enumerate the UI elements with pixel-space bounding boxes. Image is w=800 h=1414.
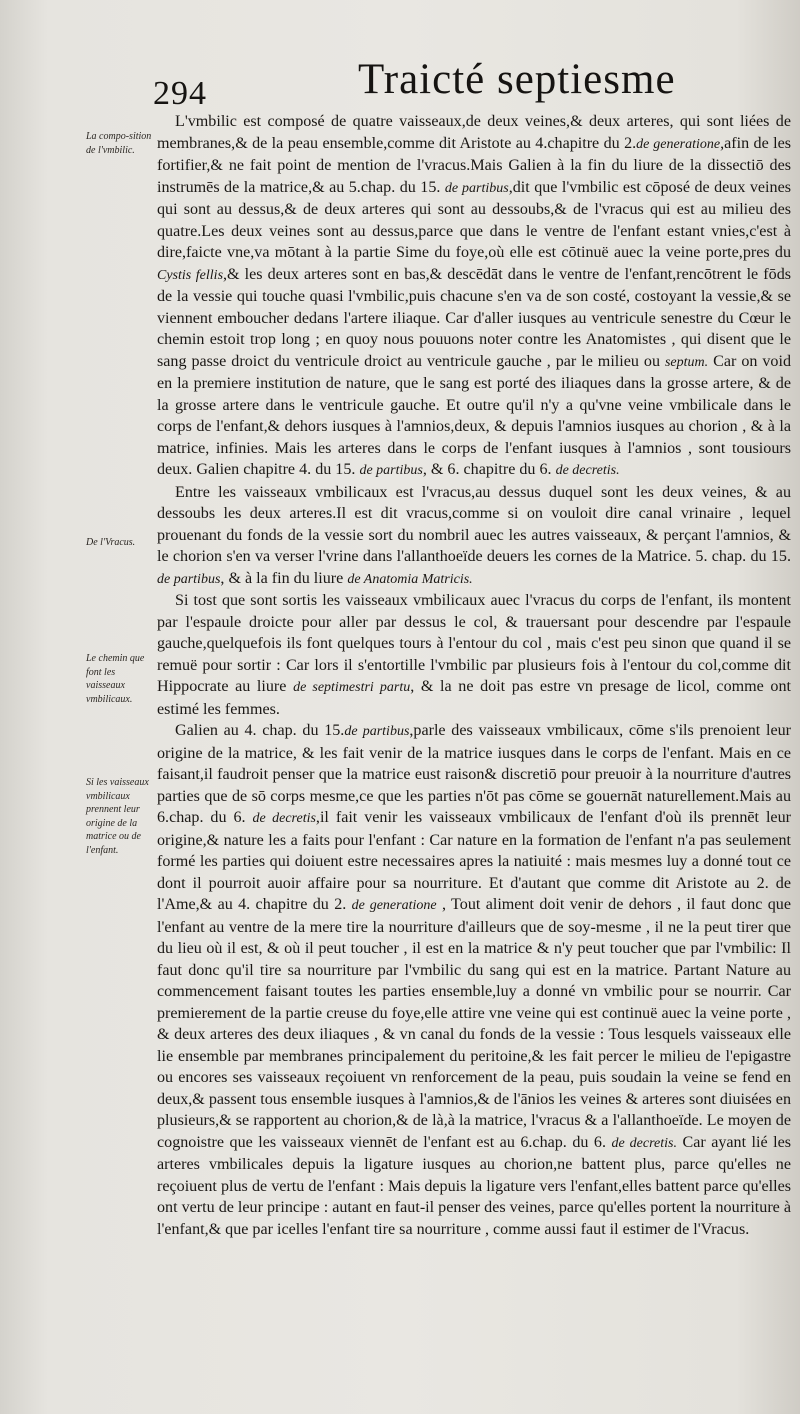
italic-reference: de decretis. [555, 463, 620, 478]
italic-reference: Cystis fellis [157, 267, 224, 283]
margin-note: Si les vaisseaux vmbilicaux prennent leur origine de la matrice ou de l'enfant. [86, 777, 149, 856]
italic-reference: de decretis [252, 811, 316, 826]
text-run: Galien au 4. chap. du 15. [175, 722, 345, 739]
text-run: , & 6. chapitre du 6. [422, 461, 556, 478]
text-run: ,& les deux arteres sont en bas,& descēdāt dans le ventre de l'enfant,rencōtrent le fōds de la vessie qui touche quasi l'vmbilic,puis chacune s'en va de son costé, costoyant la vessie,& se viennent emboucher dedans l'artere iliaque. Car d'aller iusques au ventricule senestre du Cœur le chemin estoit trop long ; en quoy nous pouuons noter contre les Anatomistes , qui disent que le sang passe droict du ventricule droict au ventricule gauche , par le milieu ou [157, 265, 792, 370]
margin-note: De l'Vracus. [86, 537, 136, 548]
main-text [157, 111, 791, 1240]
text-run: Entre les vaisseaux vmbilicaux est l'vracus,au dessus duquel sont les deux veines, & au dessoubs les deux arteres.Il est dit vracus,comme si on vouloit dire canal vrinaire , lequel prouenant du fonds de la vessie sort du nombril auec les autres vaisseaux, & perçant l'amnios, & le chorion s'en va verser l'vrine dans l'allanthoeïde deuers les cornes de la Matrice. 5. chap. du 15. [157, 483, 791, 565]
page-number: 294 [153, 75, 207, 112]
text-run: ,parle des vaisseaux vmbilicaux, cōme s'ils prenoient leur origine de la matrice, & les fait venir de la matrice iusques dans le corps de l'enfant. Mais en ce faisant,il faudroit penser que la matrice eust raison& discretiō pour preuoir à la nourriture d'autres parties que de sō corps mesme,ce que les parties n'ōt pas cōme se gouernāt naturellement.Mais au 6.chap. du 6. [157, 722, 791, 826]
italic-reference: de decretis. [611, 1135, 677, 1151]
bleed-through-text [420, 1385, 720, 1401]
paragraph [157, 111, 791, 482]
italic-reference: de generatione [636, 136, 721, 152]
text-run: ,dit que l'vmbilic est cōposé de deux veines qui sont au dessus,& de deux arteres qui sont au dessoubs,& de l'vracus qui est au milieu des quatre.Les deux veines sont au dessus,parce que dans le ventre de l'enfant estant vnies,c'est à dire,faicte vne,va mōtant à la partie Sime du foye,où elle est cōtinuë auec la veine porte,pres du [157, 178, 791, 261]
paragraph [157, 590, 791, 720]
running-title: Traicté septiesme [358, 56, 676, 103]
margin-note: Le chemin que font les vaisseaux vmbilicaux. [86, 653, 145, 705]
margin-note: La compo-sition de l'vmbilic. [86, 131, 152, 156]
italic-reference: de septimestri partu [293, 680, 411, 695]
text-run: ,afin de les fortifier,& ne fait point de mention de l'vracus.Mais Galien à la fin du liure de la dissectiō des instrumēs de la matrice,& au 5.chap. du 15. [157, 134, 791, 196]
italic-reference: de partibus [157, 571, 221, 587]
italic-reference: de generatione [351, 898, 437, 913]
text-run: , Tout aliment doit venir de dehors , il faut donc que l'enfant au ventre de la mere tire la nourriture d'ailleurs que de soy-mesme , il ne la peut tirer que du lieu où il est, & où il peut toucher , il est en la matrice & n'y peut toucher que par l'vmbilic: Il faut donc qu'il tire sa nourriture par l'vmbilic du sang qui est en la matrice. Partant Nature au commencement faisant toutes les parties ensemble,luy a donné vn vmbilic pour se nourrir. Car premierement de la partie creuse du foye,elle attire vne veine qui est continuë auec la veine porte , & deux arteres des deux iliaques , & vn canal du fonds de la vessie : Tous lesquels vaisseaux elle lie ensemble par membranes principalement du peritoine,& les fait percer le milieu de l'epigastre ou encores ses vaisseaux reçoiuent vn renforcement de la peau, puis soudain la veine se fend en deux,& passent tous ensemble iusques à l'amnios,& de l'ānios les veines & arteres sont diuisées en plusieurs,& se rapportent au chorion,& de là,à la matrice, l'vracus & a l'allanthoeïde. Le moyen de cognoistre que les vaisseaux viennēt de l'enfant est au 6.chap. du 6. [157, 896, 791, 1151]
italic-reference: septum. [664, 354, 709, 370]
text-run: L'vmbilic est composé de quatre vaisseaux,de deux veines,& deux arteres, qui sont liées de membranes,& de la peau ensemble,comme dit Aristote au 4.chapitre du 2. [157, 113, 791, 152]
text-run: Car ayant lié les arteres vmbilicales depuis la ligature iusques au chorion,ne battent plus, parce qu'elles ne reçoiuent plus de vertu de l'enfant : Mais depuis la ligature vers l'enfant,elles battent parce qu'elles ont vertu de leur principe : autant en faut-il penser des veines, parce qu'elles portent la nourriture à l'enfant,& que par icelles l'enfant tire sa nourriture , comme aussi faut il estimer de l'Vracus. [157, 1133, 791, 1238]
italic-reference: de partibus [344, 724, 410, 739]
italic-reference: de partibus [359, 463, 423, 478]
italic-reference: de partibus [444, 180, 509, 196]
paragraph [157, 482, 791, 591]
paragraph [157, 720, 791, 1240]
text-run: , & à la fin du liure [220, 569, 348, 587]
text-run: Si tost que sont sortis les vaisseaux vmbilicaux auec l'vracus du corps de l'enfant, ils montent par l'espaule droicte pour aller par dessus le col, & trauersant pour descendre par l'espaule gauche,quelquefois ils font quelques tours à l'entour du col , mais c'est peu sinon que quand il se remuë pour sortir : Car lors il s'entortille l'vmbilic par plusieurs fois à l'entour du col,comme dit Hippocrate au liure [157, 592, 791, 695]
text-run: , & la ne doit pas estre vn presage de licol, comme ont estimé les femmes. [157, 678, 791, 718]
text-run: Car on void en la premiere institution de nature, que le sang est porté des iliaques dans la grosse artere, & de la grosse artere dans le ventricule gauche. Et outre qu'il n'y a qu'vne veine vmbilicale dans le corps de l'enfant,& dehors iusques à l'amnios,deux, & depuis l'amnios iusques au chorion , & à la matrice, infinies. Mais les arteres dans le corps de l'enfant iusques à l'amnios , sont tousiours deux. Galien chapitre 4. du 15. [157, 352, 791, 478]
text-run: ,il fait venir les vaisseaux vmbilicaux de l'enfant d'où ils prennēt leur origine,& nature les a faits pour l'enfant : Car nature en la formation de l'enfant n'a pas seulement formé les parties qui doiuent estre necessaires apres la natiuité : mais mesmes luy a donné tout ce dont il pourroit auoir affaire pour sa nourriture. Et d'autant que comme dit Aristote au 2. de l'Ame,& au 4. chapitre du 2. [157, 809, 791, 913]
italic-reference: de Anatomia Matricis. [347, 571, 473, 587]
page-header [150, 55, 770, 115]
